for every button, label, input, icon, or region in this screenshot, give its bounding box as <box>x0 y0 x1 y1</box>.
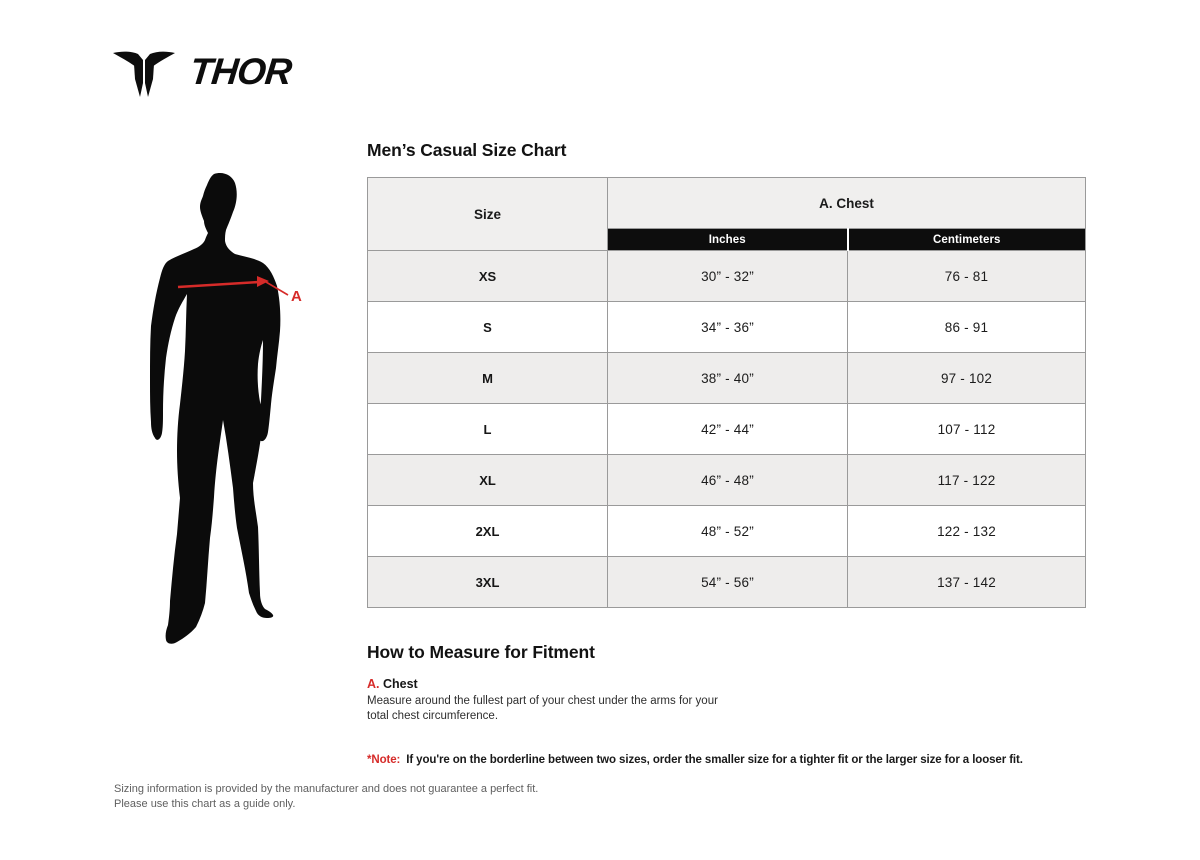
male-silhouette <box>150 173 280 644</box>
table-row <box>368 404 1086 455</box>
disclaimer <box>114 782 538 812</box>
size-cell: M <box>368 353 608 404</box>
measure-description: Measure around the fullest part of your chest under the arms for your total chest circumference. <box>367 695 718 722</box>
centimeters-cell: 86 - 91 <box>848 302 1086 353</box>
inches-cell: 34” - 36” <box>608 302 848 353</box>
table-row <box>368 506 1086 557</box>
size-chart-title: Men’s Casual Size Chart <box>367 140 567 160</box>
chest-marker-label: A <box>291 288 302 305</box>
table-row <box>368 302 1086 353</box>
measure-item-label <box>367 677 1085 691</box>
size-cell: L <box>368 404 608 455</box>
inches-cell: 30” - 32” <box>608 251 848 302</box>
sizing-note <box>367 754 1085 766</box>
size-cell: XS <box>368 251 608 302</box>
measure-name: Chest <box>382 677 418 691</box>
size-cell: S <box>368 302 608 353</box>
measure-letter: A. <box>367 677 380 691</box>
size-chart-table <box>367 177 1086 608</box>
content-column <box>367 140 1085 766</box>
disclaimer-line: Sizing information is provided by the manufacturer and does not guarantee a perfect fit. <box>114 783 539 795</box>
centimeters-cell: 122 - 132 <box>848 506 1086 557</box>
centimeters-cell: 117 - 122 <box>848 455 1086 506</box>
size-cell: 3XL <box>368 557 608 608</box>
column-header-size: Size <box>368 178 608 251</box>
brand-wordmark: THOR <box>187 51 294 92</box>
body-measurement-figure <box>130 150 350 660</box>
inches-cell: 48” - 52” <box>608 506 848 557</box>
column-header-centimeters: Centimeters <box>848 229 1086 251</box>
table-row <box>368 251 1086 302</box>
centimeters-cell: 97 - 102 <box>848 353 1086 404</box>
centimeters-cell: 107 - 112 <box>848 404 1086 455</box>
column-header-inches: Inches <box>608 229 848 251</box>
size-cell: XL <box>368 455 608 506</box>
table-row <box>368 353 1086 404</box>
table-row <box>368 455 1086 506</box>
how-to-measure-title: How to Measure for Fitment <box>367 642 595 662</box>
thor-horns-icon <box>112 50 176 100</box>
centimeters-cell: 137 - 142 <box>848 557 1086 608</box>
inches-cell: 46” - 48” <box>608 455 848 506</box>
size-cell: 2XL <box>368 506 608 557</box>
measure-item-chest <box>367 677 1085 724</box>
note-text: If you're on the borderline between two sizes, order the smaller size for a tighter fit or the larger size for a looser fit. <box>406 754 1023 766</box>
note-prefix: *Note: <box>367 754 401 766</box>
inches-cell: 54” - 56” <box>608 557 848 608</box>
centimeters-cell: 76 - 81 <box>848 251 1086 302</box>
disclaimer-line: Please use this chart as a guide only. <box>114 798 296 810</box>
table-row <box>368 557 1086 608</box>
column-header-chest: A. Chest <box>608 178 1086 229</box>
brand-logo <box>112 50 294 100</box>
inches-cell: 42” - 44” <box>608 404 848 455</box>
inches-cell: 38” - 40” <box>608 353 848 404</box>
